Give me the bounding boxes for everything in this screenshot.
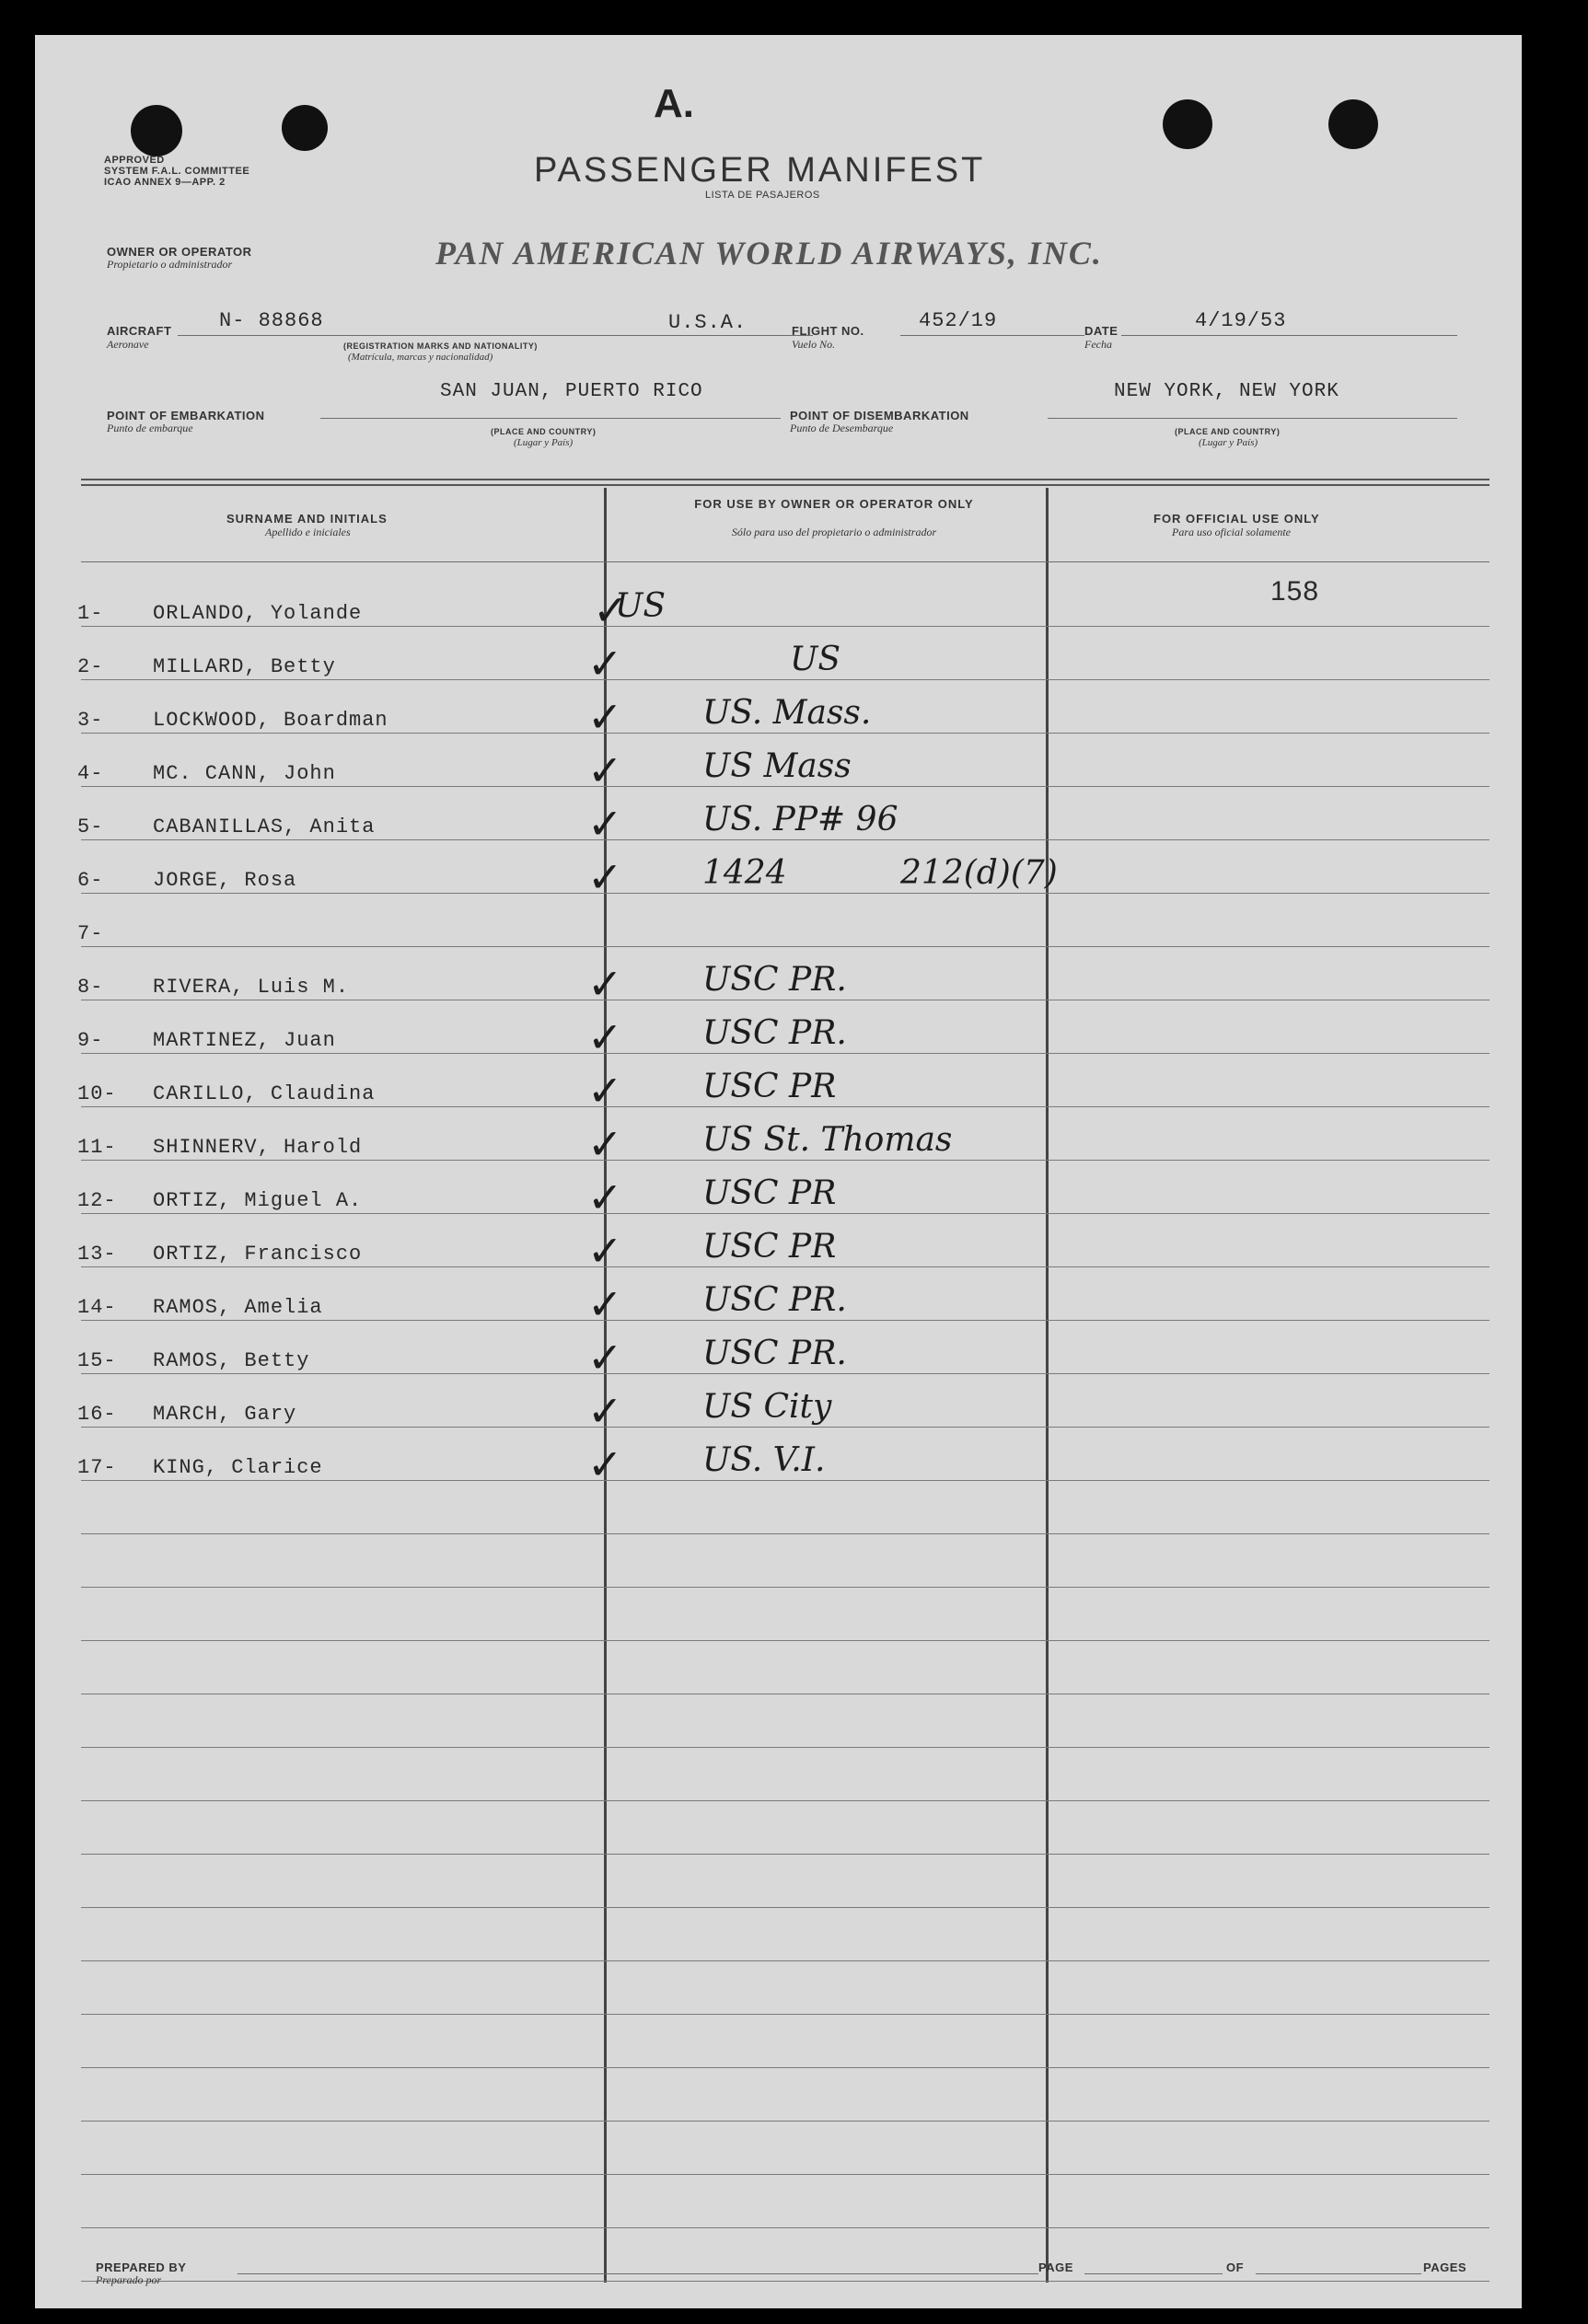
row-rule bbox=[81, 1960, 1489, 1961]
row-number: 11- bbox=[77, 1136, 117, 1159]
row-rule bbox=[81, 2227, 1489, 2228]
date-value: 4/19/53 bbox=[1195, 309, 1287, 332]
table-top-rule-2 bbox=[81, 484, 1489, 486]
of-label: OF bbox=[1226, 2260, 1245, 2274]
row-rule bbox=[81, 1800, 1489, 1801]
row-rule bbox=[81, 1747, 1489, 1748]
row-rule bbox=[81, 1160, 1489, 1161]
row-rule bbox=[81, 1427, 1489, 1428]
aircraft-label-es: Aeronave bbox=[107, 338, 149, 351]
owner-value: PAN AMERICAN WORLD AIRWAYS, INC. bbox=[435, 235, 1103, 272]
row-rule bbox=[81, 1106, 1489, 1107]
passenger-name: CARILLO, Claudina bbox=[153, 1082, 376, 1105]
owner-note: USC PR. bbox=[702, 1014, 847, 1052]
flight-underline bbox=[900, 335, 1084, 336]
col-header-surname: SURNAME AND INITIALS bbox=[226, 512, 388, 526]
row-rule bbox=[81, 1640, 1489, 1641]
row-rule bbox=[81, 1587, 1489, 1588]
flight-label-es: Vuelo No. bbox=[792, 338, 836, 351]
row-number: 4- bbox=[77, 762, 104, 785]
check-mark-icon: ✓ bbox=[587, 1439, 623, 1489]
approval-line-2: SYSTEM F.A.L. COMMITTEE bbox=[104, 166, 250, 177]
pages-label: PAGES bbox=[1423, 2260, 1467, 2274]
passenger-name: SHINNERV, Harold bbox=[153, 1136, 363, 1159]
flight-value: 452/19 bbox=[919, 309, 998, 332]
check-mark-icon: ✓ bbox=[587, 1173, 623, 1222]
check-mark-icon: ✓ bbox=[587, 1012, 623, 1062]
row-rule bbox=[81, 893, 1489, 894]
column-header-rule bbox=[81, 561, 1489, 562]
punch-hole-right-1 bbox=[1163, 99, 1212, 149]
disembark-place-note-es: (Lugar y País) bbox=[1199, 437, 1258, 448]
check-mark-icon: ✓ bbox=[587, 692, 623, 742]
passenger-name: MARCH, Gary bbox=[153, 1403, 297, 1426]
punch-hole-left-2 bbox=[282, 105, 328, 151]
owner-note: USC PR bbox=[702, 1068, 837, 1105]
owner-note: US St. Thomas bbox=[702, 1121, 953, 1159]
col-header-surname-es: Apellido e iniciales bbox=[265, 526, 351, 538]
passenger-name: ORLANDO, Yolande bbox=[153, 602, 363, 625]
row-rule bbox=[81, 733, 1489, 734]
owner-note: US. V.I. bbox=[702, 1441, 826, 1479]
row-rule bbox=[81, 2121, 1489, 2122]
embark-place-note: (PLACE AND COUNTRY) bbox=[491, 427, 597, 436]
approval-block bbox=[104, 155, 249, 188]
passenger-name: RAMOS, Betty bbox=[153, 1349, 310, 1372]
owner-label: OWNER OR OPERATOR bbox=[107, 245, 252, 259]
prepared-by-label-es: Preparado por bbox=[96, 2273, 162, 2286]
date-underline bbox=[1121, 335, 1457, 336]
owner-note: US City bbox=[702, 1388, 832, 1426]
aircraft-label: AIRCRAFT bbox=[107, 324, 172, 338]
passenger-name: ORTIZ, Francisco bbox=[153, 1243, 363, 1266]
col-header-owner-use-es: Sólo para uso del propietario o administrador bbox=[731, 526, 937, 538]
check-mark-icon: ✓ bbox=[587, 852, 623, 902]
embark-label-es: Punto de embarque bbox=[107, 422, 193, 434]
owner-note-extra: 212(d)(7) bbox=[900, 854, 1058, 892]
embark-value: SAN JUAN, PUERTO RICO bbox=[440, 381, 703, 402]
embark-label: POINT OF EMBARKATION bbox=[107, 409, 265, 422]
date-label: DATE bbox=[1084, 324, 1119, 338]
punch-hole-right-2 bbox=[1328, 99, 1378, 149]
row-number: 7- bbox=[77, 922, 104, 945]
row-rule bbox=[81, 1373, 1489, 1374]
row-rule bbox=[81, 839, 1489, 840]
row-number: 17- bbox=[77, 1456, 117, 1479]
embark-underline bbox=[320, 418, 781, 419]
approval-line-1: APPROVED bbox=[104, 155, 165, 166]
owner-note: USC PR bbox=[702, 1174, 837, 1212]
row-number: 13- bbox=[77, 1243, 117, 1266]
row-rule bbox=[81, 1053, 1489, 1054]
passenger-name: RAMOS, Amelia bbox=[153, 1296, 323, 1319]
page-label: PAGE bbox=[1038, 2260, 1073, 2274]
page-subtitle: LISTA DE PASAJEROS bbox=[705, 190, 820, 201]
row-number: 15- bbox=[77, 1349, 117, 1372]
owner-note: USC PR. bbox=[702, 961, 847, 999]
official-count: 158 bbox=[1270, 576, 1320, 607]
aircraft-underline bbox=[178, 335, 813, 336]
passenger-name: MILLARD, Betty bbox=[153, 655, 336, 678]
owner-note: US bbox=[790, 641, 841, 678]
check-mark-icon: ✓ bbox=[587, 639, 623, 688]
row-number: 14- bbox=[77, 1296, 117, 1319]
row-number: 6- bbox=[77, 869, 104, 892]
row-rule bbox=[81, 1533, 1489, 1534]
row-number: 9- bbox=[77, 1029, 104, 1052]
row-rule bbox=[81, 786, 1489, 787]
row-rule bbox=[81, 1480, 1489, 1481]
owner-note: 1424 bbox=[702, 854, 787, 892]
check-mark-icon: ✓ bbox=[587, 1333, 623, 1382]
owner-note: US. PP# 96 bbox=[702, 801, 898, 838]
owner-label-es: Propietario o administrador bbox=[107, 258, 233, 271]
check-mark-icon: ✓ bbox=[587, 1386, 623, 1436]
row-rule bbox=[81, 1320, 1489, 1321]
col-header-official: FOR OFFICIAL USE ONLY bbox=[1153, 512, 1320, 526]
row-rule bbox=[81, 626, 1489, 627]
row-number: 1- bbox=[77, 602, 104, 625]
passenger-name: CABANILLAS, Anita bbox=[153, 815, 376, 838]
nationality-value: U.S.A. bbox=[668, 311, 748, 334]
disembark-underline bbox=[1048, 418, 1457, 419]
row-number: 3- bbox=[77, 709, 104, 732]
check-mark-icon: ✓ bbox=[593, 585, 629, 635]
owner-note: USC PR bbox=[702, 1228, 837, 1266]
row-rule bbox=[81, 2014, 1489, 2015]
check-mark-icon: ✓ bbox=[587, 1226, 623, 1276]
check-mark-icon: ✓ bbox=[587, 1279, 623, 1329]
disembark-place-note: (PLACE AND COUNTRY) bbox=[1175, 427, 1281, 436]
owner-note: USC PR. bbox=[702, 1335, 847, 1372]
row-rule bbox=[81, 2067, 1489, 2068]
row-rule bbox=[81, 1266, 1489, 1267]
registration-note: (REGISTRATION MARKS AND NATIONALITY) bbox=[343, 341, 538, 351]
disembark-value: NEW YORK, NEW YORK bbox=[1114, 381, 1339, 402]
row-rule bbox=[81, 2174, 1489, 2175]
row-rule bbox=[81, 946, 1489, 947]
owner-note: US bbox=[615, 587, 666, 625]
row-rule bbox=[81, 1213, 1489, 1214]
of-line bbox=[1256, 2273, 1421, 2274]
aircraft-value: N- 88868 bbox=[219, 309, 324, 332]
check-mark-icon: ✓ bbox=[587, 746, 623, 795]
manifest-sheet bbox=[35, 35, 1522, 2308]
row-number: 2- bbox=[77, 655, 104, 678]
row-rule bbox=[81, 2281, 1489, 2282]
check-mark-icon: ✓ bbox=[587, 799, 623, 849]
page-line bbox=[1084, 2273, 1223, 2274]
passenger-name: MARTINEZ, Juan bbox=[153, 1029, 336, 1052]
disembark-label-es: Punto de Desembarque bbox=[790, 422, 894, 434]
row-number: 8- bbox=[77, 976, 104, 999]
table-top-rule-1 bbox=[81, 479, 1489, 480]
page-title: PASSENGER MANIFEST bbox=[534, 151, 986, 190]
row-number: 12- bbox=[77, 1189, 117, 1212]
row-rule bbox=[81, 679, 1489, 680]
col-header-owner-use: FOR USE BY OWNER OR OPERATOR ONLY bbox=[694, 497, 974, 511]
flight-label: FLIGHT NO. bbox=[792, 324, 864, 338]
disembark-label: POINT OF DISEMBARKATION bbox=[790, 409, 969, 422]
embark-place-note-es: (Lugar y País) bbox=[514, 437, 574, 448]
owner-note: US Mass bbox=[702, 747, 852, 785]
check-mark-icon: ✓ bbox=[587, 1066, 623, 1116]
row-number: 10- bbox=[77, 1082, 117, 1105]
row-rule bbox=[81, 1907, 1489, 1908]
passenger-name: MC. CANN, John bbox=[153, 762, 336, 785]
row-number: 5- bbox=[77, 815, 104, 838]
check-mark-icon: ✓ bbox=[587, 959, 623, 1009]
passenger-name: RIVERA, Luis M. bbox=[153, 976, 350, 999]
owner-note: USC PR. bbox=[702, 1281, 847, 1319]
punch-hole-left-1 bbox=[131, 105, 182, 156]
approval-line-3: ICAO ANNEX 9—APP. 2 bbox=[104, 177, 226, 188]
row-number: 16- bbox=[77, 1403, 117, 1426]
col-header-official-es: Para uso oficial solamente bbox=[1172, 526, 1291, 538]
owner-note: US. Mass. bbox=[702, 694, 872, 732]
passenger-name: KING, Clarice bbox=[153, 1456, 323, 1479]
date-label-es: Fecha bbox=[1084, 338, 1112, 351]
registration-note-es: (Matrícula, marcas y nacionalidad) bbox=[348, 352, 493, 363]
prepared-by-line bbox=[238, 2273, 1038, 2274]
passenger-name: ORTIZ, Miguel A. bbox=[153, 1189, 363, 1212]
passenger-name: JORGE, Rosa bbox=[153, 869, 297, 892]
prepared-by-label: PREPARED BY bbox=[96, 2260, 187, 2274]
row-rule bbox=[81, 1854, 1489, 1855]
passenger-name: LOCKWOOD, Boardman bbox=[153, 709, 388, 732]
top-mark: A. bbox=[654, 81, 694, 126]
check-mark-icon: ✓ bbox=[587, 1119, 623, 1169]
